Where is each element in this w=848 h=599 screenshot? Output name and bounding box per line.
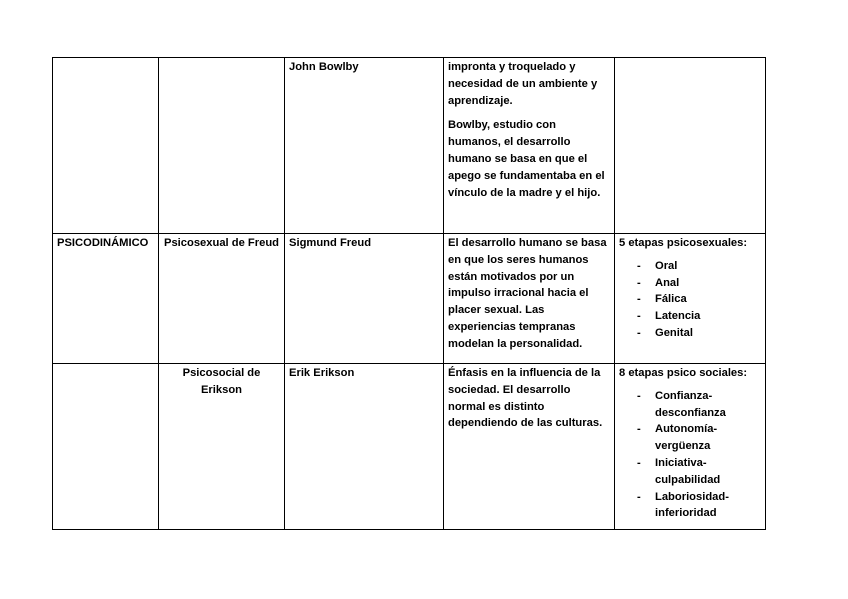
author-cell (285, 58, 444, 234)
stage-item (619, 489, 761, 523)
description-cell (444, 58, 615, 234)
stage-item (619, 258, 761, 275)
theory-cell (159, 234, 285, 364)
stage-label: Oral (655, 259, 678, 272)
stage-label: Iniciativa-culpabilidad (655, 456, 721, 486)
stages-cell (615, 58, 766, 234)
theory-name: Psicosexual de Freud (163, 237, 280, 249)
author-name: Erik Erikson (289, 367, 355, 379)
author-name: John Bowlby (289, 61, 359, 73)
stage-item (619, 308, 761, 325)
stage-label: Fálica (655, 293, 687, 306)
theory-cell (159, 364, 285, 530)
approach-label: PSICODINÁMICO (57, 237, 149, 249)
approach-cell (53, 364, 159, 530)
dash-bullet-icon: - (637, 310, 641, 323)
stage-label: Laboriosidad-inferioridad (655, 490, 729, 520)
stage-item (619, 388, 761, 422)
description-cell (444, 364, 615, 530)
stages-title: 8 etapas psico sociales: (619, 367, 748, 379)
description-paragraph: Énfasis en la influencia de la sociedad. El desarrollo normal es distinto dependiendo de las culturas. (448, 367, 603, 430)
dash-bullet-icon: - (637, 259, 641, 272)
theory-name: Psicosocial de Erikson (182, 367, 261, 396)
description-paragraph: impronta y troquelado y necesidad de un ambiente y aprendizaje. (448, 61, 598, 107)
dash-bullet-icon: - (637, 490, 641, 503)
stage-item (619, 421, 761, 455)
dash-bullet-icon: - (637, 456, 641, 469)
stage-item (619, 275, 761, 292)
stage-label: Genital (655, 326, 693, 339)
stage-label: Anal (655, 276, 680, 289)
stages-title: 5 etapas psicosexuales: (619, 237, 748, 249)
table-row (53, 364, 766, 530)
description-paragraph: Bowlby, estudio con humanos, el desarrollo humano se basa en que el apego se fundamentaba en el vínculo de la madre y el hijo. (448, 119, 605, 199)
author-name: Sigmund Freud (289, 237, 372, 249)
table-row (53, 234, 766, 364)
approach-cell (53, 234, 159, 364)
dash-bullet-icon: - (637, 326, 641, 339)
stage-label: Autonomía-vergüenza (655, 423, 718, 453)
stages-list (619, 258, 761, 342)
description-paragraph: El desarrollo humano se basa en que los seres humanos están motivados por un impulso irracional hacia el placer sexual. Las experiencias tempranas modelan la personalidad. (448, 237, 607, 350)
dash-bullet-icon: - (637, 389, 641, 402)
theories-table (52, 57, 766, 530)
table-row (53, 58, 766, 234)
author-cell (285, 364, 444, 530)
description-cell (444, 234, 615, 364)
stage-item (619, 325, 761, 342)
dash-bullet-icon: - (637, 293, 641, 306)
stage-label: Latencia (655, 310, 701, 323)
stages-cell (615, 364, 766, 530)
dash-bullet-icon: - (637, 276, 641, 289)
dash-bullet-icon: - (637, 423, 641, 436)
theory-cell (159, 58, 285, 234)
stage-item (619, 455, 761, 489)
stages-list (619, 388, 761, 522)
stage-item (619, 291, 761, 308)
author-cell (285, 234, 444, 364)
approach-cell (53, 58, 159, 234)
stages-cell (615, 234, 766, 364)
stage-label: Confianza-desconfianza (655, 389, 726, 419)
